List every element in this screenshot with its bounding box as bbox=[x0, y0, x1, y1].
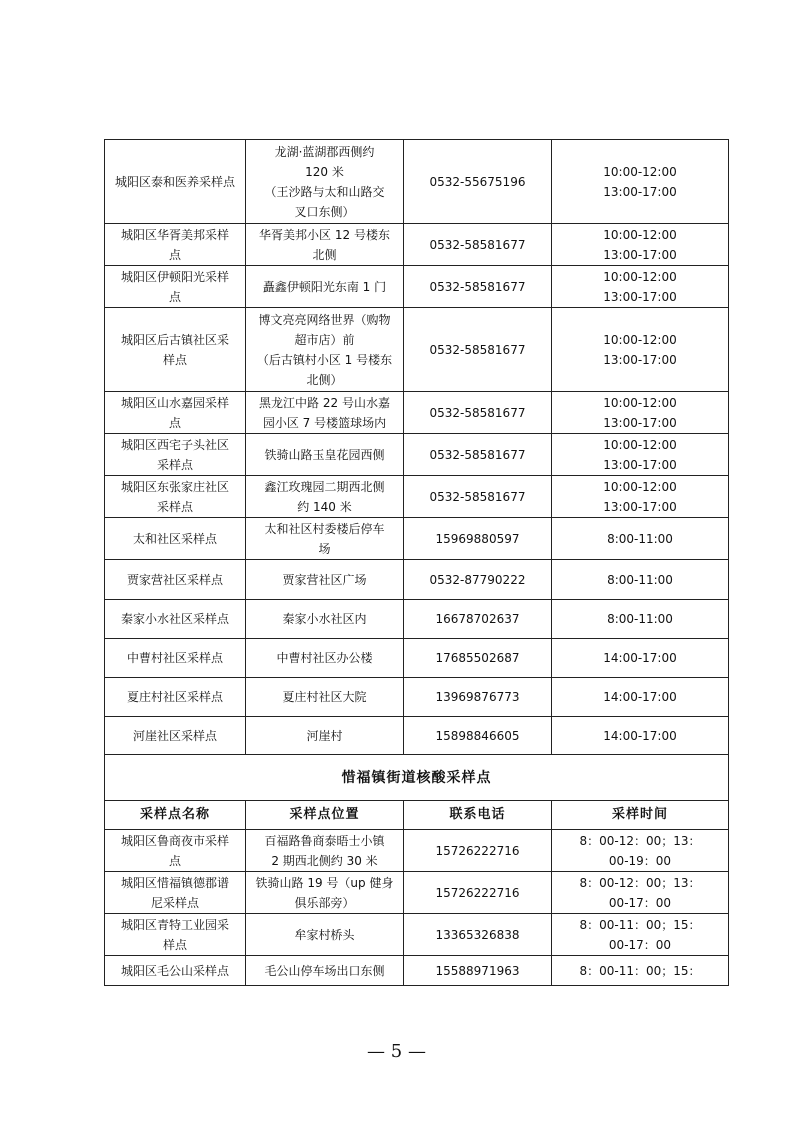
site-location: 百福路鲁商泰晤士小镇 2 期西北侧约 30 米 bbox=[246, 830, 404, 872]
table-row bbox=[105, 830, 729, 872]
header-time: 采样时间 bbox=[552, 801, 729, 830]
site-location: 秦家小水社区内 bbox=[246, 600, 404, 639]
site-name: 城阳区华胥美邦采样 点 bbox=[105, 224, 246, 266]
site-name: 贾家营社区采样点 bbox=[105, 560, 246, 600]
site-time: 10:00-12:00 13:00-17:00 bbox=[552, 476, 729, 518]
table-row bbox=[105, 600, 729, 639]
site-phone: 0532-58581677 bbox=[404, 434, 552, 476]
site-time: 8：00-12：00；13： 00-19：00 bbox=[552, 830, 729, 872]
site-phone: 0532-58581677 bbox=[404, 308, 552, 392]
site-name: 城阳区东张家庄社区 采样点 bbox=[105, 476, 246, 518]
site-location: 鑫江玫瑰园二期西北侧 约 140 米 bbox=[246, 476, 404, 518]
site-time: 8:00-11:00 bbox=[552, 518, 729, 560]
site-name: 城阳区鲁商夜市采样 点 bbox=[105, 830, 246, 872]
site-phone: 0532-58581677 bbox=[404, 392, 552, 434]
site-time: 14:00-17:00 bbox=[552, 717, 729, 755]
table-row bbox=[105, 872, 729, 914]
header-location: 采样点位置 bbox=[246, 801, 404, 830]
site-location: 华胥美邦小区 12 号楼东 北侧 bbox=[246, 224, 404, 266]
site-location: 牟家村桥头 bbox=[246, 914, 404, 956]
site-phone: 13365326838 bbox=[404, 914, 552, 956]
site-phone: 17685502687 bbox=[404, 639, 552, 678]
site-phone: 13969876773 bbox=[404, 678, 552, 717]
table-row bbox=[105, 224, 729, 266]
site-phone: 15898846605 bbox=[404, 717, 552, 755]
site-location: 黑龙江中路 22 号山水嘉 园小区 7 号楼篮球场内 bbox=[246, 392, 404, 434]
header-name: 采样点名称 bbox=[105, 801, 246, 830]
table-header-row bbox=[105, 801, 729, 830]
site-location: 矗鑫伊顿阳光东南 1 门 bbox=[246, 266, 404, 308]
site-name: 太和社区采样点 bbox=[105, 518, 246, 560]
site-time: 8：00-11：00；15： bbox=[552, 956, 729, 986]
site-time: 10:00-12:00 13:00-17:00 bbox=[552, 266, 729, 308]
site-location: 中曹村社区办公楼 bbox=[246, 639, 404, 678]
site-name: 城阳区后古镇社区采 样点 bbox=[105, 308, 246, 392]
site-location: 夏庄村社区大院 bbox=[246, 678, 404, 717]
site-phone: 0532-58581677 bbox=[404, 266, 552, 308]
site-phone: 0532-87790222 bbox=[404, 560, 552, 600]
section-row bbox=[105, 755, 729, 801]
site-name: 城阳区泰和医养采样点 bbox=[105, 140, 246, 224]
site-name: 河崖社区采样点 bbox=[105, 717, 246, 755]
site-phone: 15588971963 bbox=[404, 956, 552, 986]
site-time: 10:00-12:00 13:00-17:00 bbox=[552, 392, 729, 434]
site-name: 城阳区山水嘉园采样 点 bbox=[105, 392, 246, 434]
table-row bbox=[105, 392, 729, 434]
site-location: 毛公山停车场出口东侧 bbox=[246, 956, 404, 986]
site-location: 铁骑山路 19 号（up 健身 俱乐部旁） bbox=[246, 872, 404, 914]
site-phone: 16678702637 bbox=[404, 600, 552, 639]
site-location: 贾家营社区广场 bbox=[246, 560, 404, 600]
page-number: — 5 — bbox=[367, 1041, 426, 1062]
site-phone: 0532-58581677 bbox=[404, 476, 552, 518]
table-row bbox=[105, 639, 729, 678]
site-name: 秦家小水社区采样点 bbox=[105, 600, 246, 639]
site-time: 8:00-11:00 bbox=[552, 600, 729, 639]
site-time: 8：00-12：00；13： 00-17：00 bbox=[552, 872, 729, 914]
table-row bbox=[105, 956, 729, 986]
table-row bbox=[105, 518, 729, 560]
site-time: 14:00-17:00 bbox=[552, 639, 729, 678]
site-time: 10:00-12:00 13:00-17:00 bbox=[552, 224, 729, 266]
site-name: 城阳区伊顿阳光采样 点 bbox=[105, 266, 246, 308]
table-row bbox=[105, 560, 729, 600]
site-time: 8：00-11：00；15： 00-17：00 bbox=[552, 914, 729, 956]
table-row bbox=[105, 308, 729, 392]
table-row bbox=[105, 266, 729, 308]
site-name: 中曹村社区采样点 bbox=[105, 639, 246, 678]
table-row bbox=[105, 717, 729, 755]
table-row bbox=[105, 678, 729, 717]
site-name: 城阳区毛公山采样点 bbox=[105, 956, 246, 986]
site-time: 14:00-17:00 bbox=[552, 678, 729, 717]
site-location: 铁骑山路玉皇花园西侧 bbox=[246, 434, 404, 476]
site-time: 10:00-12:00 13:00-17:00 bbox=[552, 308, 729, 392]
site-location: 龙湖·蓝湖郡西侧约 120 米 （王沙路与太和山路交 叉口东侧） bbox=[246, 140, 404, 224]
table-row bbox=[105, 914, 729, 956]
table-row bbox=[105, 140, 729, 224]
site-name: 城阳区西宅子头社区 采样点 bbox=[105, 434, 246, 476]
site-phone: 0532-58581677 bbox=[404, 224, 552, 266]
site-name: 城阳区惜福镇德郡谱 尼采样点 bbox=[105, 872, 246, 914]
site-location: 河崖村 bbox=[246, 717, 404, 755]
site-time: 8:00-11:00 bbox=[552, 560, 729, 600]
site-phone: 15726222716 bbox=[404, 830, 552, 872]
site-name: 城阳区青特工业园采 样点 bbox=[105, 914, 246, 956]
site-phone: 15726222716 bbox=[404, 872, 552, 914]
section-title: 惜福镇街道核酸采样点 bbox=[105, 755, 729, 801]
site-time: 10:00-12:00 13:00-17:00 bbox=[552, 434, 729, 476]
site-location: 太和社区村委楼后停车 场 bbox=[246, 518, 404, 560]
header-phone: 联系电话 bbox=[404, 801, 552, 830]
site-phone: 15969880597 bbox=[404, 518, 552, 560]
site-name: 夏庄村社区采样点 bbox=[105, 678, 246, 717]
site-phone: 0532-55675196 bbox=[404, 140, 552, 224]
site-time: 10:00-12:00 13:00-17:00 bbox=[552, 140, 729, 224]
sampling-sites-table bbox=[104, 139, 729, 986]
site-location: 博文亮亮网络世界（购物 超市店）前 （后古镇村小区 1 号楼东 北侧） bbox=[246, 308, 404, 392]
table-row bbox=[105, 434, 729, 476]
table-row bbox=[105, 476, 729, 518]
